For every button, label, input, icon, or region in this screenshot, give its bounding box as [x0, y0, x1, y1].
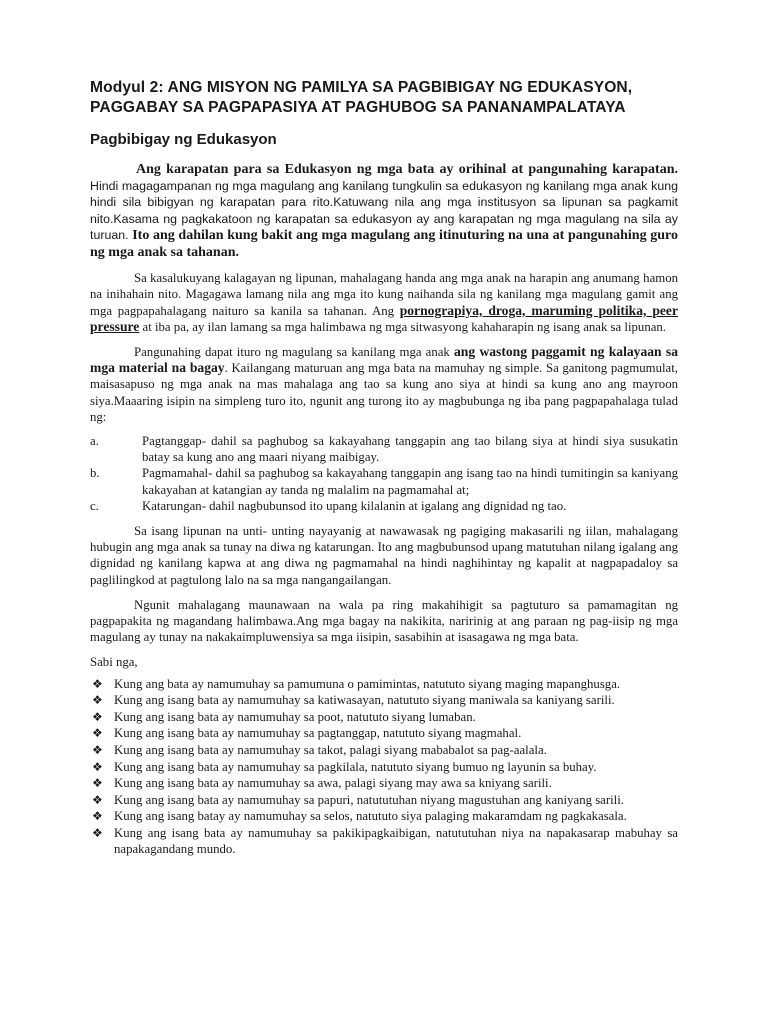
intro-bold-1: Ang karapatan para sa Edukasyon ng mga bata ay orihinal at pangunahing karapatan.: [136, 162, 678, 177]
list-item: [90, 498, 678, 514]
list-item: [90, 710, 678, 726]
arrow-bullet-icon: ❖: [92, 809, 103, 824]
list-item-text: Kung ang isang bata ay namumuhay sa pagtanggap, natututo siyang magmahal.: [114, 726, 522, 741]
paragraph-1: [90, 270, 678, 335]
list-item: [90, 465, 678, 497]
arrow-bullet-icon: ❖: [92, 776, 103, 791]
sayings-list: [90, 677, 678, 858]
module-title-line2: PAGGABAY SA PAGPAPASIYA AT PAGHUBOG SA PANANAMPALATAYA: [90, 99, 626, 116]
list-item-text: Katarungan- dahil nagbubunsod ito upang kilalanin at igalang ang dignidad ng tao.: [142, 498, 567, 513]
list-marker: c.: [90, 498, 99, 513]
paragraph-5: Sabi nga,: [90, 655, 138, 670]
list-item-text: Kung ang isang bata ay namumuhay sa pakikipagkaibigan, natututuhan niya na napakasarap mabuhay sa napakagandang mundo.: [114, 826, 678, 856]
module-title: [90, 78, 678, 118]
arrow-bullet-icon: ❖: [92, 676, 103, 691]
list-item: [90, 726, 678, 742]
list-marker: a.: [90, 434, 99, 449]
list-item-text: Kung ang isang bata ay namumuhay sa papuri, natututuhan niyang magustuhan ang kaniyang sarili.: [114, 792, 624, 807]
arrow-bullet-icon: ❖: [92, 759, 103, 774]
list-item-text: Pagmamahal- dahil sa paghubog sa kakayahang tanggapin ang isang tao na hindi tumitingin sa kaniyang kakayahan at katangian ay tanda ng malalim na pagmamahal at;: [142, 466, 678, 497]
list-item: [90, 826, 678, 857]
arrow-bullet-icon: ❖: [92, 826, 103, 841]
value-list: [90, 433, 678, 514]
list-item-text: Kung ang isang bata ay namumuhay sa pagkilala, natututo siyang bumuo ng layunin sa buhay.: [114, 759, 597, 774]
paragraph-1-text-b: at iba pa, ay ilan lamang sa mga halimbawa ng mga sitwasyong kahaharapin ng isang anak sa lipunan.: [139, 319, 666, 334]
intro-bold-2: Ito ang dahilan kung bakit ang mga magulang ang itinuturing na una at pangunahing guro ng mga anak sa tahanan.: [90, 227, 678, 261]
paragraph-2-text-a: Pangunahing dapat ituro ng magulang sa kanilang mga anak: [134, 345, 454, 360]
paragraph-3: Sa isang lipunan na unti- unting nayayanig at nawawasak ng pagiging makasarili ng iilan, mahalagang hubugin ang mga anak sa tunay na diwa ng katarungan. Ito ang magbubunsod upang matutuhan nilang igalang ang dignidad ng kanilang kapwa at ang diwa ng pagmamahal na hindi naghihintay ng kapalit at nagpapadaloy sa paglilingkod at pagtulong lalo na sa mga nangangailangan.: [90, 524, 678, 587]
list-item-text: Kung ang isang bata ay namumuhay sa katiwasayan, natututo siyang maniwala sa kaniyang sarili.: [114, 693, 615, 708]
intro-paragraph: [90, 161, 678, 261]
list-item: [90, 677, 678, 693]
document-body: [90, 78, 678, 858]
list-item: [90, 760, 678, 776]
paragraph-4: Ngunit mahalagang maunawaan na wala pa ring makahihigit sa pagtuturo sa pamamagitan ng pagpapakita ng magandang halimbawa.Ang mga bagay na nakikita, naririnig at ang paraan ng pag-iisip ng mga magulang ay tunay na nakakaimpluwensiya sa mga iisipin, sasabihin at isasagawa ng mga bata.: [90, 597, 678, 645]
list-item: [90, 809, 678, 825]
list-item-text: Kung ang isang batay ay namumuhay sa selos, natututo siya palaging makaramdam ng pagkakasala.: [114, 809, 627, 824]
list-item: [90, 743, 678, 759]
intro-normal: Hindi magagampanan ng mga magulang ang kanilang tungkulin sa edukasyon ng kanilang mga anak kung hindi sila bibigyan ng karapatan para rito.Katuwang nila ang mga institusyon sa lipunan sa pagkamit nito.Kasama ng pagkakatoon ng karapatan sa edukasyon ay ang karapatan ng mga magulang na sila ay turuan.: [90, 179, 678, 242]
list-item: [90, 693, 678, 709]
list-item: [90, 433, 678, 465]
section-heading: Pagbibigay ng Edukasyon: [90, 131, 277, 148]
paragraph-1-emphasis: pornograpiya, droga, maruming politika, peer pressure: [90, 302, 678, 334]
list-item: [90, 776, 678, 792]
arrow-bullet-icon: ❖: [92, 792, 103, 807]
list-item-text: Kung ang bata ay namumuhay sa pamumuna o pamimintas, natututo siyang maging mapanghusga.: [114, 676, 621, 691]
arrow-bullet-icon: ❖: [92, 726, 103, 741]
module-title-line1: Modyul 2: ANG MISYON NG PAMILYA SA PAGBIBIGAY NG EDUKASYON,: [90, 79, 633, 96]
paragraph-2-text-b: . Kailangang maturuan ang mga bata na mamuhay ng simple. Sa ganitong pagmumulat, maisasapuso ng mga anak na mas mahalaga ang tao sa kung ano siya at hindi sa kung ano ang mayroon siya.Maaaring isipin na simpleng turo ito, ngunit ang turong ito ay magbubunga ng iba pang pagpapahalaga tulad ng:: [90, 361, 678, 424]
list-item-text: Pagtanggap- dahil sa paghubog sa kakayahang tanggapin ang tao bilang siya at hindi siya susukatin batay sa kung ano ang maari niyang maibigay.: [142, 434, 678, 465]
arrow-bullet-icon: ❖: [92, 743, 103, 758]
list-item: [90, 793, 678, 809]
arrow-bullet-icon: ❖: [92, 709, 103, 724]
list-item-text: Kung ang isang bata ay namumuhay sa poot, natututo siyang lumaban.: [114, 709, 476, 724]
paragraph-1-text-a: Sa kasalukuyang kalagayan ng lipunan, mahalagang handa ang mga anak na harapin ang anumang hamon na inihahain nito. Magagawa lamang nila ang mga ito kung naihanda sila ng kanilang mga magulang gamit ang mga pagpapahalagang naituro sa kanila sa tahanan. Ang: [90, 271, 678, 318]
list-marker: b.: [90, 466, 100, 481]
list-item-text: Kung ang isang bata ay namumuhay sa takot, palagi siyang mababalot sa pag-aalala.: [114, 743, 547, 758]
paragraph-2: [90, 344, 678, 425]
list-item-text: Kung ang isang bata ay namumuhay sa awa, palagi siyang may awa sa kniyang sarili.: [114, 776, 552, 791]
paragraph-2-emphasis: ang wastong paggamit ng kalayaan sa mga material na bagay: [90, 344, 679, 376]
arrow-bullet-icon: ❖: [92, 693, 103, 708]
